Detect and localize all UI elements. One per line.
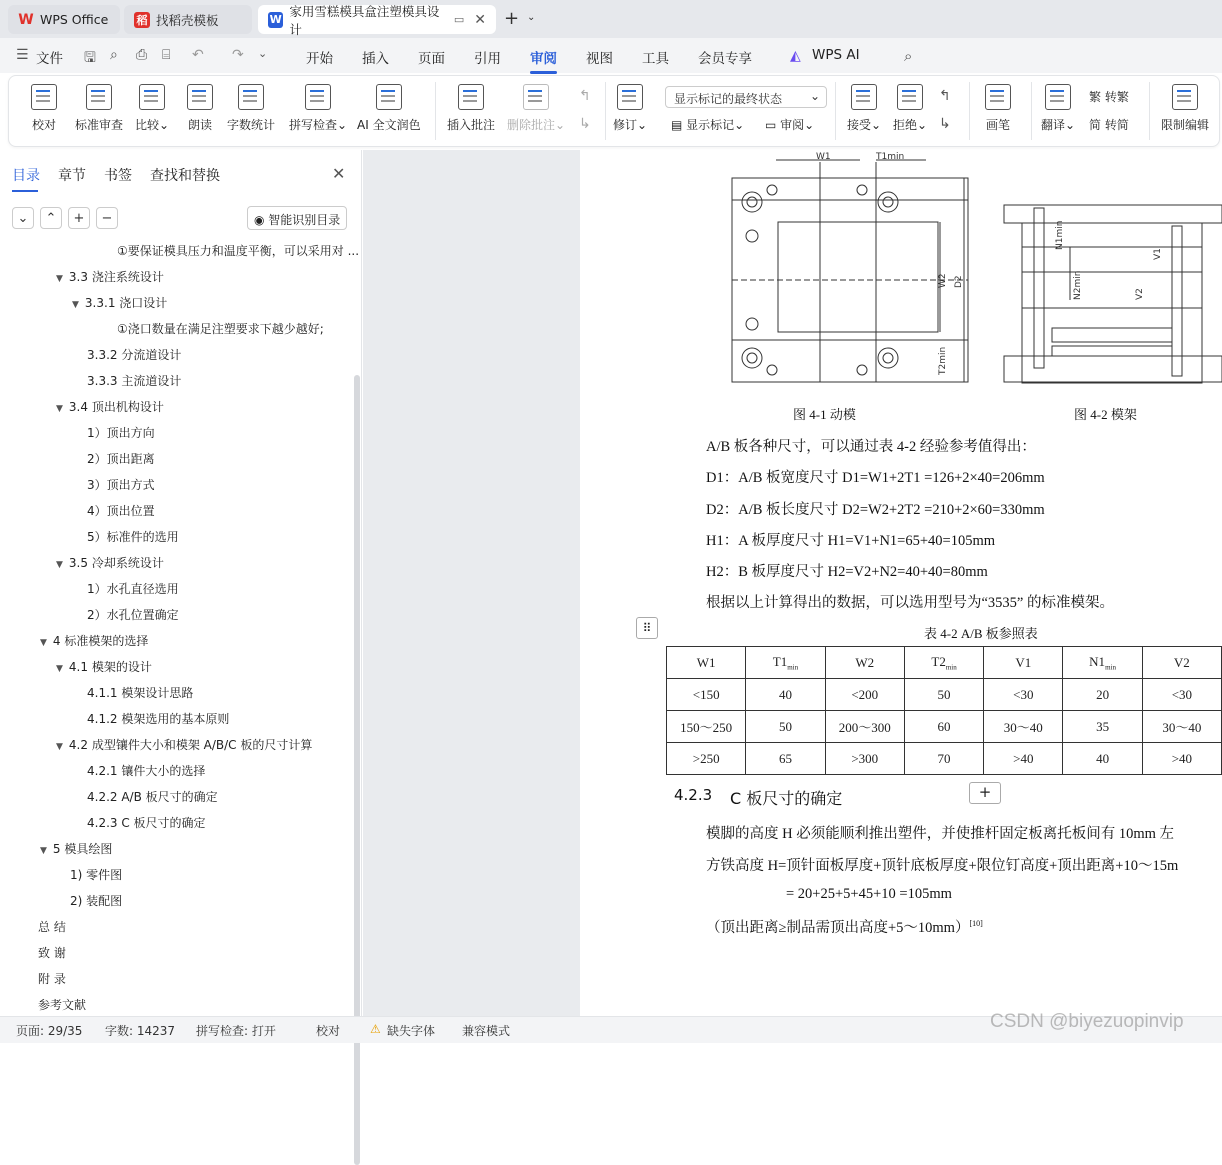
doc-paragraph [706,916,983,937]
reject-button[interactable] [893,84,927,133]
toc-item[interactable] [56,398,164,415]
ribbon-divider [835,82,836,140]
toc-item-label: 3.3 浇注系统设计 [68,270,164,284]
toc-item-label: 3.3.3 主流道设计 [87,374,182,388]
dim-label-w1: W1 [816,152,831,162]
table-cell: 40 [1063,743,1142,775]
prev-change-icon[interactable]: ↰ [939,88,951,104]
dim-label-d2: D2 [954,275,964,288]
plate-reference-table [666,646,1222,775]
toc-item[interactable] [87,710,229,727]
dim-label-t1: T1min [876,152,905,162]
toc-item[interactable] [72,294,167,311]
title-tab-bar [0,0,1222,38]
chevron-down-icon: ⌄ [637,118,648,132]
tab-find-replace[interactable]: 查找和替换 [150,168,220,184]
print-preview-icon[interactable]: ⌸ [162,47,171,63]
translate-button[interactable] [1041,84,1075,133]
button-label: 拼写检查 [289,118,338,132]
toc-item[interactable] [87,476,155,493]
toc-item-label: 附 录 [38,972,66,986]
prev-comment-icon[interactable]: ↰ [579,88,591,104]
expand-up-button[interactable] [40,207,62,229]
mold-base-drawing [1004,205,1222,383]
button-label: 删除批注 [507,118,556,132]
cell-sub: min [945,663,957,672]
toc-item[interactable] [87,762,205,779]
menu-bar [0,38,1222,73]
wps-logo-icon: W [18,11,34,28]
button-label: 显示标记 [686,118,735,132]
table-header-cell [1142,647,1221,679]
table-cell: 70 [904,743,983,775]
standard-review-button[interactable] [75,84,123,133]
chevron-down-icon: ⌄ [809,89,820,103]
table-cell: 20 [1063,679,1142,711]
word-count-button[interactable] [227,84,275,133]
ribbon-divider [1031,82,1032,140]
toc-item[interactable] [40,840,112,857]
close-pane-icon[interactable]: ✕ [332,164,346,183]
button-label: AI 全文润色 [357,118,421,132]
table-cell: 60 [904,711,983,743]
cell-sub: min [787,663,799,672]
show-markup-button[interactable] [671,116,744,133]
button-label: 修订 [613,118,638,132]
cell-text: V2 [1173,654,1190,670]
warning-icon: ⚠ [370,1022,381,1036]
document-gutter [363,150,580,1016]
markup-state-value: 显示标记的最终状态 [674,92,783,106]
chevron-down-icon: ⌄ [17,210,29,226]
compare-icon [139,84,165,110]
accept-button[interactable] [847,84,881,133]
spell-check-button[interactable] [289,84,347,133]
search-icon[interactable]: ⌕ [904,47,913,65]
toc-item-label: 3.3.1 浇口设计 [84,296,168,310]
table-header-row [667,647,1222,679]
dim-label-v1: V1 [1153,248,1163,260]
table-header-cell [667,647,746,679]
doc-line: D2：A/B 板长度尺寸 D2=W2+2T2 =210+2×60=330mm [706,502,1045,518]
pen-icon [985,84,1011,110]
chevron-down-icon[interactable]: ⌄ [527,12,536,23]
ribbon-divider [435,82,436,140]
toc-item[interactable] [38,996,86,1013]
dim-label-w2: W2 [938,273,948,288]
expand-triangle-icon[interactable]: ▼ [72,300,79,310]
tab-wps-office[interactable] [8,5,120,34]
insert-comment-icon [458,84,484,110]
menu-tools[interactable]: 工具 [642,51,669,67]
ribbon-divider [969,82,970,140]
ai-icon: ◉ [254,213,269,227]
docer-icon: 稻 [134,12,150,28]
spell-check-indicator[interactable]: 拼写检查: 打开 [196,1024,276,1038]
table-caption: 表 4-2 A/B 板参照表 [924,626,1038,641]
table-cell: <30 [1142,679,1221,711]
toc-item-label: 3.3.2 分流道设计 [87,348,182,362]
next-comment-icon[interactable]: ↳ [579,116,591,132]
toc-item[interactable] [87,424,155,441]
toc-item-label: 5）标准件的选用 [87,530,179,544]
compat-mode-indicator[interactable]: 兼容模式 [462,1024,511,1038]
ribbon-divider [605,82,606,140]
table-row [667,679,1222,711]
ai-polish-button[interactable] [357,84,421,133]
table-header-cell [746,647,825,679]
toc-item-label: 2）水孔位置确定 [87,608,179,622]
wps-ai-icon: ◭ [790,48,801,64]
table-handle-icon[interactable]: ⠿ [636,617,658,639]
button-label: 限制编辑 [1161,118,1210,132]
menu-wps-ai[interactable]: WPS AI [812,47,860,63]
smart-toc-button[interactable] [247,206,347,230]
print-icon[interactable]: ⎙ [136,47,148,63]
spell-check-icon [305,84,331,110]
doc-line: D1：A/B 板宽度尺寸 D1=W1+2T1 =126+2×40=206mm [706,470,1045,486]
toc-item[interactable] [70,892,122,909]
delete-comment-icon [523,84,549,110]
moving-mold-drawing [732,160,968,382]
watermark: CSDN @biyezuopinvip [990,1011,1184,1032]
toc-item[interactable] [87,372,181,389]
toc-item-label: 4.2.1 镶件大小的选择 [87,764,206,778]
expand-triangle-icon[interactable]: ▼ [56,560,63,570]
page-indicator[interactable]: 页面: 29/35 [16,1024,83,1038]
tab-document[interactable] [258,3,496,37]
table-header-cell [1063,647,1142,679]
table-row [667,743,1222,775]
table-cell: 200～300 [825,711,904,743]
chevron-up-icon: ⌃ [45,210,57,226]
dim-label-t2: T2min [938,346,948,375]
table-cell: 150～250 [667,711,746,743]
button-label: 字数统计 [227,118,276,132]
toc-item-label: 1）顶出方向 [87,426,155,440]
table-cell: >40 [1142,743,1221,775]
chevron-down-icon: ⌄ [555,118,566,132]
dim-label-n1: N1min [1055,220,1065,250]
restrict-edit-icon [1172,84,1198,110]
minus-icon: − [101,210,113,226]
toc-item[interactable] [56,554,164,571]
traditional-icon: 繁 [1089,90,1105,104]
toc-item-label: 4 标准模架的选择 [52,634,149,648]
dim-label-v2: V2 [1135,288,1145,300]
cell-text: W1 [696,654,716,670]
doc-paragraph: 模脚的高度 H 必须能顺利推出塑件，并使推杆固定板离托板间有 10mm 左 [706,826,1175,842]
toc-item[interactable] [87,814,206,831]
chevron-down-icon: ⌄ [871,118,882,132]
proofread-icon [31,84,57,110]
button-label: 插入批注 [447,118,496,132]
expand-triangle-icon[interactable]: ▼ [40,638,47,648]
menu-review[interactable]: 审阅 [530,47,557,67]
plus-icon: + [978,783,992,801]
tab-toc[interactable]: 目录 [12,165,40,185]
add-row-button[interactable] [969,782,1001,804]
doc-paragraph: = 20+25+5+45+10 =105mm [786,886,952,902]
proofread-indicator[interactable]: 校对 [316,1024,341,1038]
cell-text: V1 [1015,654,1032,670]
document-page [580,150,1222,1016]
undo-icon[interactable]: ↶ [192,47,204,63]
toc-item-label: 4.1 模架的设计 [68,660,152,674]
toc-item[interactable] [87,450,155,467]
toc-item[interactable] [87,684,193,701]
table-cell: 50 [904,679,983,711]
button-label: 标准审查 [75,118,124,132]
chevron-down-icon: ⌄ [917,118,928,132]
table-cell: <30 [984,679,1063,711]
redo-icon[interactable]: ↷ [232,47,244,63]
ai-polish-icon [376,84,402,110]
doc-line: 根据以上计算得出的数据，可以选用型号为“3535” 的标准模架。 [706,595,1114,611]
doc-line: H2：B 板厚度尺寸 H2=V2+N2=40+40=80mm [706,564,988,580]
ribbon-divider [1149,82,1150,140]
markup-state-select[interactable] [665,86,827,108]
mold-figures [580,150,1222,420]
toc-item-label: 4）顶出位置 [87,504,155,518]
button-label: 拒绝 [893,118,918,132]
chevron-down-icon: ⌄ [159,118,170,132]
toc-item-label: 4.2 成型镶件大小和模架 A/B/C 板的尺寸计算 [68,738,313,752]
to-simplified-button[interactable] [1089,116,1129,133]
plus-icon: + [73,210,85,226]
toc-item-label: 4.2.3 C 板尺寸的确定 [87,816,206,830]
section-heading-number: 4.2.3 [674,786,713,804]
restrict-edit-button[interactable] [1161,84,1209,133]
menu-member[interactable]: 会员专享 [698,51,752,67]
button-label: 接受 [847,118,872,132]
toc-scrollbar[interactable] [354,375,360,1165]
translate-icon [1045,84,1071,110]
toc-item[interactable] [87,502,155,519]
toc-item[interactable] [87,788,218,805]
toc-item[interactable] [117,242,359,259]
remove-heading-button[interactable] [96,207,118,229]
toc-item[interactable] [87,346,181,363]
share-icon[interactable]: ⌕ [110,47,118,63]
save-icon[interactable]: 🖫 [84,50,96,66]
insert-comment-button[interactable] [447,84,495,133]
toc-item[interactable] [56,268,164,285]
toc-item[interactable] [40,632,148,649]
toc-item-label: 4.1.2 模架选用的基本原则 [87,712,230,726]
toc-item-label: 总 结 [38,920,66,934]
toc-item-label: 1) 零件图 [70,868,123,882]
toc-item-label: ①浇口数量在满足注塑要求下越少越好; [117,322,324,336]
standard-review-icon [86,84,112,110]
tab-bookmarks[interactable]: 书签 [104,168,132,184]
chevron-down-icon: ⌄ [1065,118,1076,132]
toc-item[interactable] [87,528,179,545]
delete-comment-button[interactable] [507,84,565,133]
toc-item[interactable] [70,866,122,883]
citation-ref[interactable]: [10] [969,919,983,929]
toc-item[interactable] [117,320,324,337]
expand-triangle-icon[interactable]: ▼ [56,274,63,284]
hamburger-icon[interactable]: ☰ [16,47,29,63]
read-aloud-icon [187,84,213,110]
tab-label: 找稻壳模板 [156,12,219,28]
cell-text: W2 [855,654,875,670]
button-label: 校对 [31,118,56,132]
cell-text: T1 [772,653,788,669]
table-cell: <150 [667,679,746,711]
table-cell: >300 [825,743,904,775]
word-count-icon [238,84,264,110]
chevron-down-icon: ⌄ [337,118,348,132]
dim-label-n2: N2min [1073,270,1083,300]
word-doc-icon: W [269,13,282,26]
close-tab-icon[interactable]: ✕ [474,11,486,28]
table-cell: >40 [984,743,1063,775]
cell-text: N1 [1089,653,1106,669]
table-cell: >250 [667,743,746,775]
toc-item-label: 致 谢 [38,946,66,960]
accept-icon [851,84,877,110]
doc-paragraph: 方铁高度 H=顶针面板厚度+顶针底板厚度+限位钉高度+顶出距离+10～15m [706,858,1179,874]
table-cell: <200 [825,679,904,711]
expand-triangle-icon[interactable]: ▼ [56,664,63,674]
table-cell: 50 [746,711,825,743]
monitor-icon[interactable]: ▭ [453,13,465,26]
toc-item[interactable] [38,970,66,987]
menu-home[interactable]: 开始 [306,51,333,67]
chevron-down-icon: ⌄ [804,118,815,132]
table-row [667,711,1222,743]
compare-button[interactable] [135,84,169,133]
expand-triangle-icon[interactable]: ▼ [56,404,63,414]
table-cell: 65 [746,743,825,775]
tab-sections[interactable]: 章节 [58,168,86,184]
button-label: 朗读 [187,118,212,132]
menu-file[interactable]: 文件 [36,51,63,67]
toc-item-label: 参考文献 [38,998,87,1012]
toc-item-label: ①要保证模具压力和温度平衡，可以采用对 ... [117,244,360,258]
toc-item-label: 4.2.2 A/B 板尺寸的确定 [87,790,218,804]
toc-item-label: 4.1.1 模架设计思路 [87,686,194,700]
menu-insert[interactable]: 插入 [362,51,389,67]
cell-text: T2 [931,653,946,669]
show-markup-icon: ▤ [671,118,687,132]
missing-font-indicator[interactable]: 缺失字体 [387,1024,436,1038]
table-cell: 30～40 [1142,711,1221,743]
track-changes-icon [617,84,643,110]
pen-button[interactable] [985,84,1011,133]
toc-item[interactable] [87,606,179,623]
button-label: 审阅 [780,118,805,132]
review-pane-icon: ▭ [765,118,781,132]
button-label: 翻译 [1041,118,1066,132]
proofread-button[interactable] [31,84,57,133]
menu-page[interactable]: 页面 [418,51,445,67]
next-change-icon[interactable]: ↳ [939,116,951,132]
button-label: 转简 [1104,118,1129,132]
toc-item-label: 2) 装配图 [70,894,123,908]
expand-triangle-icon[interactable]: ▼ [40,846,47,856]
toc-item-label: 5 模具绘图 [52,842,113,856]
review-ribbon [8,75,1220,147]
button-label: 智能识别目录 [268,213,341,227]
tab-label: 家用雪糕模具盒注塑模具设计 [289,3,440,37]
toc-item-label: 3）顶出方式 [87,478,155,492]
toc-item-label: 3.5 冷却系统设计 [68,556,164,570]
toc-item-label: 1）水孔直径选用 [87,582,179,596]
tab-label: WPS Office [40,12,109,27]
navigation-pane [0,150,362,1016]
button-label: 转繁 [1104,90,1129,104]
doc-line: A/B 板各种尺寸，可以通过表 4-2 经验参考值得出： [706,439,1036,455]
figure-caption-1: 图 4-1 动模 [793,407,856,422]
toc-item[interactable] [38,944,66,961]
table-header-cell [984,647,1063,679]
toc-item-label: 2）顶出距离 [87,452,155,466]
review-pane-button[interactable] [765,116,814,133]
toc-item-label: 3.4 顶出机构设计 [68,400,164,414]
new-tab-icon[interactable]: + [504,8,520,29]
table-cell: 35 [1063,711,1142,743]
to-traditional-button[interactable] [1089,88,1129,105]
expand-triangle-icon[interactable]: ▼ [56,742,63,752]
tab-template[interactable] [124,5,252,34]
doc-line: H1：A 板厚度尺寸 H1=V1+N1=65+40=105mm [706,533,996,549]
cell-sub: min [1105,663,1116,672]
figure-caption-2: 图 4-2 模架 [1074,407,1137,422]
toc-item[interactable] [56,736,312,753]
menu-view[interactable]: 视图 [586,51,613,67]
more-chevron-icon[interactable]: ⌄ [258,47,268,60]
table-cell: 30～40 [984,711,1063,743]
table-header-cell [904,647,983,679]
simplified-icon: 简 [1089,118,1105,132]
table-cell: 40 [746,679,825,711]
toc-item[interactable] [38,918,66,935]
table-header-cell [825,647,904,679]
section-heading-title: C 板尺寸的确定 [730,789,843,808]
menu-reference[interactable]: 引用 [474,51,501,67]
read-aloud-button[interactable] [187,84,213,133]
chevron-down-icon: ⌄ [734,118,745,132]
paragraph-text: （顶出距离≥制品需顶出高度+5～10mm） [706,920,970,936]
add-heading-button[interactable] [68,207,90,229]
reject-icon [897,84,923,110]
button-label: 比较 [135,118,160,132]
track-changes-button[interactable] [613,84,647,133]
toc-item[interactable] [87,580,179,597]
toc-item[interactable] [56,658,152,675]
word-count-indicator[interactable]: 字数: 14237 [105,1024,176,1038]
collapse-all-button[interactable] [12,207,34,229]
button-label: 画笔 [985,118,1010,132]
